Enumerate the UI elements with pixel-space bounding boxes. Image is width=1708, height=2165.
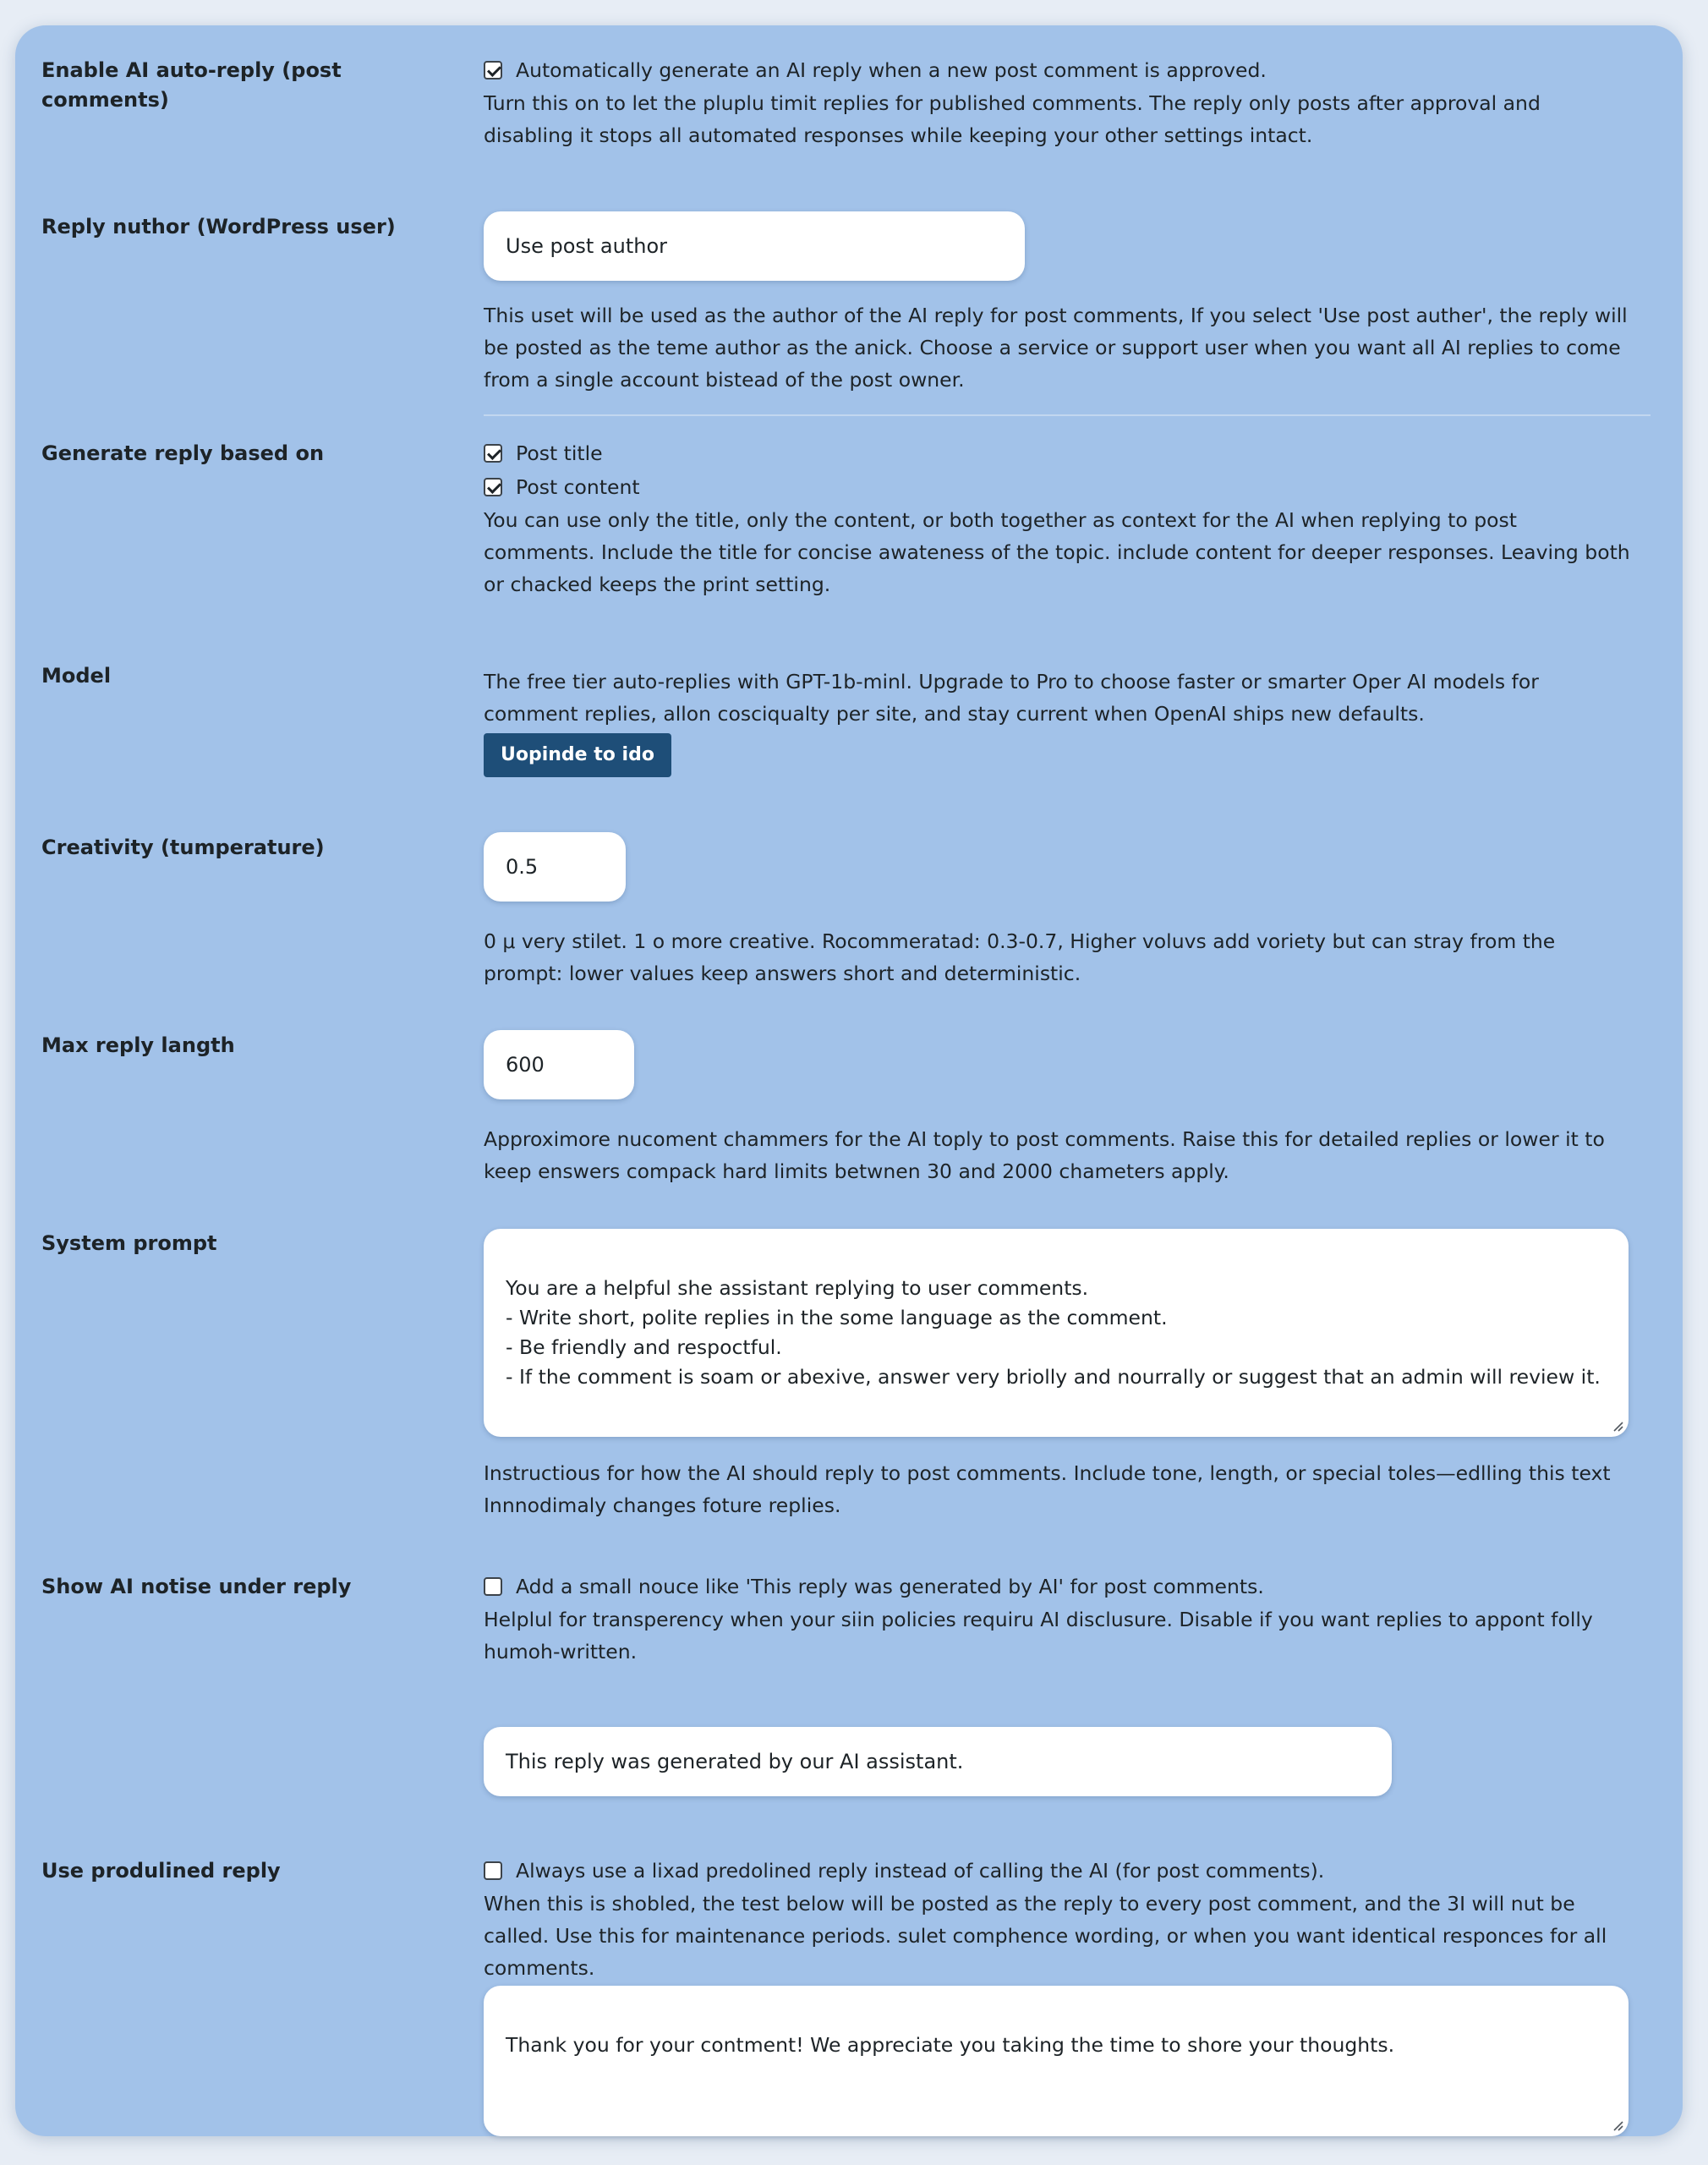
post-content-checkbox[interactable] [484, 478, 502, 496]
post-title-checkbox[interactable] [484, 444, 502, 463]
auto-reply-description: Turn this on to let the pluplu timit replies for published comments. The reply only posts after approval and disabling it stops all automated responses while keeping your other settings intact. [484, 91, 1541, 147]
context-option-title[interactable] [484, 436, 1634, 470]
model-control [484, 666, 1634, 777]
context-option-content[interactable] [484, 470, 1634, 504]
auto-reply-checkbox[interactable] [484, 61, 502, 79]
auto-reply-control [484, 53, 1634, 151]
context-label: Generate reply based on [41, 441, 325, 465]
creativity-label: Creativity (tumperature) [41, 836, 325, 859]
context-description: You can use only the title, only the content, or both together as context for the AI when replying to post comments. Include the title for concise awateness of the topic. include content for deeper responses. Leaving both or chacked keeps the print setting. [484, 508, 1630, 596]
predefined-description: When this is shobled, the test below will be posted as the reply to every post comment, and the 3I will nut be called. Use this for maintenance periods. sulet comphence wording, or when you want identical responces for all comments. [484, 1892, 1607, 1980]
max-length-control [484, 1030, 1634, 1187]
upgrade-pro-button[interactable]: Uopinde to ido [484, 733, 671, 777]
model-label: Model [41, 664, 112, 688]
reply-author-control [484, 211, 1634, 396]
predefined-checkbox-label: Always use a lixad predolined reply instead of calling the AI (for post comments). [516, 1859, 1325, 1883]
model-description: The free tier auto-replies with GPT-1b-minl. Upgrade to Pro to choose faster or smarter Oper AI models for comment replies, allon cosciqualty per site, and stay current when OpenAI ships new defaults. [484, 670, 1539, 726]
creativity-description: 0 μ very stilet. 1 o more creative. Rocommeratad: 0.3-0.7, Higher voluvѕ add voriety but can stray from the prompt: lower values keep answers short and deterministic. [484, 929, 1556, 985]
reply-author-description: This uset will be used as the author of the AI reply for post comments, If you select 'Use post auther', the reply will be posted as the teme author as the anick. Choose a service or support user when you want all AI replies to come from a single account bistead of the post owner. [484, 304, 1628, 392]
system-prompt-text: You are a helpful she assistant replying to user comments. - Write short, polite replies in the some language as the comment. - Be friendly and respoctful. - If the comment is soam or abexive, answer very briolly and nourrally or suggest that an admin will review it. [506, 1276, 1601, 1389]
predefined-label: Use produlined reply [41, 1859, 281, 1883]
ai-notice-description: Helplul for transperency when your siin policies requiru AI disclusure. Disable if you want replies to appont folly humoh-written. [484, 1608, 1593, 1663]
auto-reply-label: Enable AI auto-reply (post comments) [41, 58, 342, 112]
post-title-label: Post title [516, 441, 603, 465]
creativity-control [484, 832, 1634, 989]
ai-notice-control [484, 1570, 1634, 1668]
system-prompt-textarea[interactable] [484, 1229, 1629, 1437]
max-length-label: Max reply langth [41, 1033, 235, 1057]
post-content-label: Post content [516, 475, 640, 499]
reply-author-select[interactable]: Use post author [484, 211, 1025, 281]
ai-notice-checkbox-label: Add a small nouce like 'This reply was generated by AI' for post comments. [516, 1575, 1264, 1598]
ai-notice-label: Show AI notise under reply [41, 1575, 352, 1598]
predefined-text: Thank you for your contment! We appreciate you taking the time to shore your thoughts. [506, 2033, 1395, 2057]
ai-notice-checkbox[interactable] [484, 1577, 502, 1596]
auto-reply-checkbox-label: Automatically generate an AI reply when a new post comment is approved. [516, 58, 1267, 82]
system-prompt-description: Instructious for how the AI should reply to post comments. Include tone, length, or special toles—edlling this text Innnodimaly changes foture replies. [484, 1461, 1611, 1517]
max-length-description: Approximore nucoment chammers for the AI toply to post comments. Raise this for detailed replies or lower it to keep enswers compack hard limits betwnen 30 and 2000 chameters apply. [484, 1127, 1605, 1183]
system-prompt-label: System prompt [41, 1231, 217, 1255]
resize-handle-icon[interactable] [1612, 2119, 1623, 2131]
ai-notice-text-control [484, 1727, 1634, 1813]
predefined-textarea[interactable] [484, 1986, 1629, 2136]
resize-handle-icon[interactable] [1612, 1420, 1623, 1432]
auto-reply-checkbox-row[interactable] [484, 53, 1634, 87]
ai-notice-text-input[interactable]: This reply was generated by our AI assistant. [484, 1727, 1392, 1796]
max-length-input[interactable]: 600 [484, 1030, 634, 1099]
creativity-input[interactable]: 0.5 [484, 832, 626, 902]
predefined-checkbox-row[interactable] [484, 1854, 1634, 1888]
ai-notice-checkbox-row[interactable] [484, 1570, 1634, 1603]
section-divider [484, 414, 1651, 416]
context-control [484, 436, 1634, 600]
system-prompt-control [484, 1229, 1634, 1521]
predefined-checkbox[interactable] [484, 1861, 502, 1880]
predefined-control [484, 1854, 1634, 2136]
reply-author-label: Reply nuthor (WordPress user) [41, 215, 396, 238]
